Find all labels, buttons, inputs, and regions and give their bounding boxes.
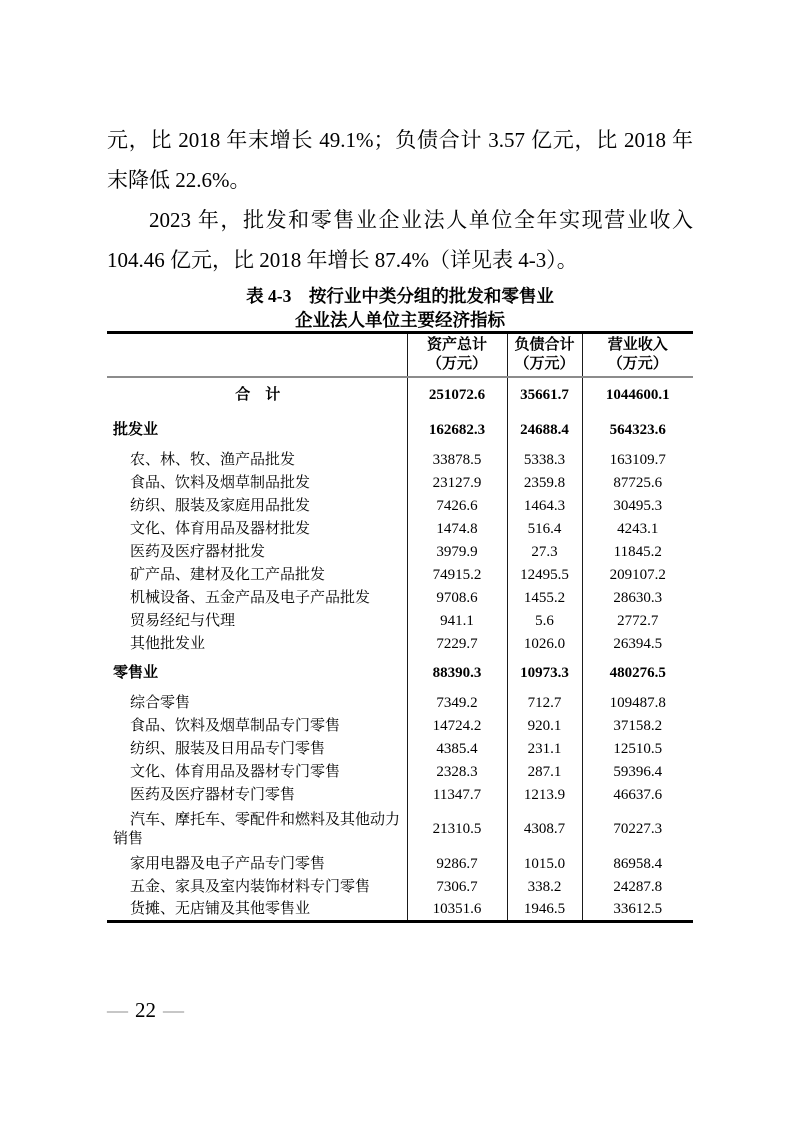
table-row <box>107 518 693 541</box>
assets-cell: 74915.2 <box>407 564 507 587</box>
revenue-cell: 564323.6 <box>609 422 666 438</box>
revenue-cell: 33612.5 <box>613 900 663 917</box>
paragraph-line: 末降低 22.6%。 <box>107 168 251 192</box>
table-row <box>107 541 693 564</box>
row-label-cell: 货摊、无店铺及其他零售业 <box>107 899 407 922</box>
table-row <box>107 715 693 738</box>
liabilities-cell: 27.3 <box>507 541 582 564</box>
row-label-cell: 医药及医疗器材批发 <box>107 541 407 564</box>
liabilities-cell: 5.6 <box>507 610 582 633</box>
table-row <box>107 377 693 413</box>
assets-cell: 251072.6 <box>407 377 507 413</box>
row-label-cell: 矿产品、建材及化工产品批发 <box>107 564 407 587</box>
liabilities-cell: 712.7 <box>507 692 582 715</box>
header-indicator-cell <box>107 333 407 377</box>
row-label-cell: 合 计 <box>107 377 407 413</box>
table-row <box>107 656 693 692</box>
assets-cell: 10351.6 <box>407 899 507 922</box>
header-unit: （万元） <box>514 355 575 372</box>
table-row <box>107 738 693 761</box>
revenue-cell: 87725.6 <box>613 474 663 491</box>
table-row <box>107 784 693 807</box>
header-unit: （万元） <box>607 355 668 372</box>
table-row <box>107 807 693 853</box>
liabilities-cell: 920.1 <box>507 715 582 738</box>
assets-cell: 7349.2 <box>407 692 507 715</box>
table-title <box>107 284 693 332</box>
table-row <box>107 610 693 633</box>
row-label-cell: 机械设备、五金产品及电子产品批发 <box>107 587 407 610</box>
header-label: 营业收入 <box>607 336 668 353</box>
revenue-cell: 24287.8 <box>613 878 663 895</box>
table-row <box>107 876 693 899</box>
assets-cell: 7426.6 <box>407 495 507 518</box>
assets-cell: 88390.3 <box>407 656 507 692</box>
revenue-cell: 209107.2 <box>609 566 666 583</box>
assets-cell: 1474.8 <box>407 518 507 541</box>
row-label-cell: 文化、体育用品及器材专门零售 <box>107 761 407 784</box>
liabilities-cell: 1946.5 <box>507 899 582 922</box>
assets-cell: 7229.7 <box>407 633 507 656</box>
row-label-cell: 文化、体育用品及器材批发 <box>107 518 407 541</box>
liabilities-cell: 10973.3 <box>507 656 582 692</box>
liabilities-cell: 1015.0 <box>507 853 582 876</box>
assets-cell: 33878.5 <box>407 449 507 472</box>
revenue-cell: 163109.7 <box>609 451 666 468</box>
assets-cell: 23127.9 <box>407 472 507 495</box>
assets-cell: 7306.7 <box>407 876 507 899</box>
assets-cell: 2328.3 <box>407 761 507 784</box>
row-label-cell: 其他批发业 <box>107 633 407 656</box>
liabilities-cell: 1213.9 <box>507 784 582 807</box>
assets-cell: 14724.2 <box>407 715 507 738</box>
assets-cell: 9708.6 <box>407 587 507 610</box>
intro-paragraphs <box>107 120 693 280</box>
revenue-cell: 1044600.1 <box>605 386 670 403</box>
header-revenue-cell <box>582 333 693 377</box>
economic-indicators-table <box>107 331 693 923</box>
assets-cell: 941.1 <box>407 610 507 633</box>
revenue-cell: 46637.6 <box>613 786 663 803</box>
liabilities-cell: 2359.8 <box>507 472 582 495</box>
table-row <box>107 633 693 656</box>
table-row <box>107 449 693 472</box>
row-label-cell: 综合零售 <box>107 692 407 715</box>
table-row <box>107 761 693 784</box>
row-label-cell: 家用电器及电子产品专门零售 <box>107 853 407 876</box>
page-number-dash-right: — <box>163 998 184 1022</box>
liabilities-cell: 516.4 <box>507 518 582 541</box>
paragraph-line: 元，比 2018 年末增长 49.1%；负债合计 3.57 亿元，比 2018 年 <box>107 128 693 152</box>
revenue-cell: 28630.3 <box>613 589 663 606</box>
row-label-cell: 纺织、服装及家庭用品批发 <box>107 495 407 518</box>
table-row <box>107 564 693 587</box>
liabilities-cell: 1026.0 <box>507 633 582 656</box>
page-number-value: 22 <box>135 998 156 1022</box>
liabilities-cell: 24688.4 <box>507 413 582 449</box>
table-row <box>107 495 693 518</box>
assets-cell: 9286.7 <box>407 853 507 876</box>
assets-cell: 4385.4 <box>407 738 507 761</box>
revenue-cell: 11845.2 <box>613 543 662 560</box>
revenue-cell: 4243.1 <box>617 520 659 537</box>
header-assets-cell <box>407 333 507 377</box>
revenue-cell: 86958.4 <box>613 855 663 872</box>
row-label-cell: 贸易经纪与代理 <box>107 610 407 633</box>
revenue-cell: 70227.3 <box>613 821 663 837</box>
assets-cell: 3979.9 <box>407 541 507 564</box>
revenue-cell: 109487.8 <box>609 694 666 711</box>
assets-cell: 162682.3 <box>407 413 507 449</box>
row-label-cell: 医药及医疗器材专门零售 <box>107 784 407 807</box>
paragraph-line: 104.46 亿元，比 2018 年增长 87.4%（详见表 4-3）。 <box>107 248 578 272</box>
row-label-cell: 零售业 <box>107 656 407 692</box>
liabilities-cell: 35661.7 <box>507 377 582 413</box>
page-number <box>107 998 184 1022</box>
liabilities-cell: 287.1 <box>507 761 582 784</box>
assets-cell: 11347.7 <box>407 784 507 807</box>
table-title-line2: 企业法人单位主要经济指标 <box>295 310 505 330</box>
header-liabilities-cell <box>507 333 582 377</box>
header-label: 资产总计 <box>426 336 487 353</box>
page-number-dash-left: — <box>107 998 128 1022</box>
liabilities-cell: 338.2 <box>507 876 582 899</box>
revenue-cell: 480276.5 <box>609 665 666 681</box>
table-row <box>107 472 693 495</box>
row-label-cell: 批发业 <box>107 413 407 449</box>
row-label-cell: 食品、饮料及烟草制品批发 <box>107 472 407 495</box>
table-row <box>107 587 693 610</box>
table-row <box>107 692 693 715</box>
table-row <box>107 899 693 922</box>
liabilities-cell: 231.1 <box>507 738 582 761</box>
table-row <box>107 853 693 876</box>
liabilities-cell: 4308.7 <box>507 807 582 853</box>
row-label-cell: 五金、家具及室内装饰材料专门零售 <box>107 876 407 899</box>
revenue-cell: 2772.7 <box>617 612 659 629</box>
liabilities-cell: 1464.3 <box>507 495 582 518</box>
row-label-cell: 农、林、牧、渔产品批发 <box>107 449 407 472</box>
revenue-cell: 12510.5 <box>613 740 663 757</box>
row-label-cell: 汽车、摩托车、零配件和燃料及其他动力销售 <box>107 807 407 853</box>
liabilities-cell: 5338.3 <box>507 449 582 472</box>
header-label: 负债合计 <box>514 336 575 353</box>
revenue-cell: 37158.2 <box>613 717 663 734</box>
assets-cell: 21310.5 <box>407 807 507 853</box>
revenue-cell: 59396.4 <box>613 763 663 780</box>
liabilities-cell: 12495.5 <box>507 564 582 587</box>
table-header-row <box>107 333 693 377</box>
revenue-cell: 26394.5 <box>613 635 663 652</box>
row-label-cell: 食品、饮料及烟草制品专门零售 <box>107 715 407 738</box>
liabilities-cell: 1455.2 <box>507 587 582 610</box>
table-row <box>107 413 693 449</box>
revenue-cell: 30495.3 <box>613 497 663 514</box>
table-title-line1: 表 4-3 按行业中类分组的批发和零售业 <box>246 286 554 306</box>
paragraph-line: 2023 年，批发和零售业企业法人单位全年实现营业收入 <box>149 208 693 232</box>
row-label-cell: 纺织、服装及日用品专门零售 <box>107 738 407 761</box>
header-unit: （万元） <box>426 355 487 372</box>
